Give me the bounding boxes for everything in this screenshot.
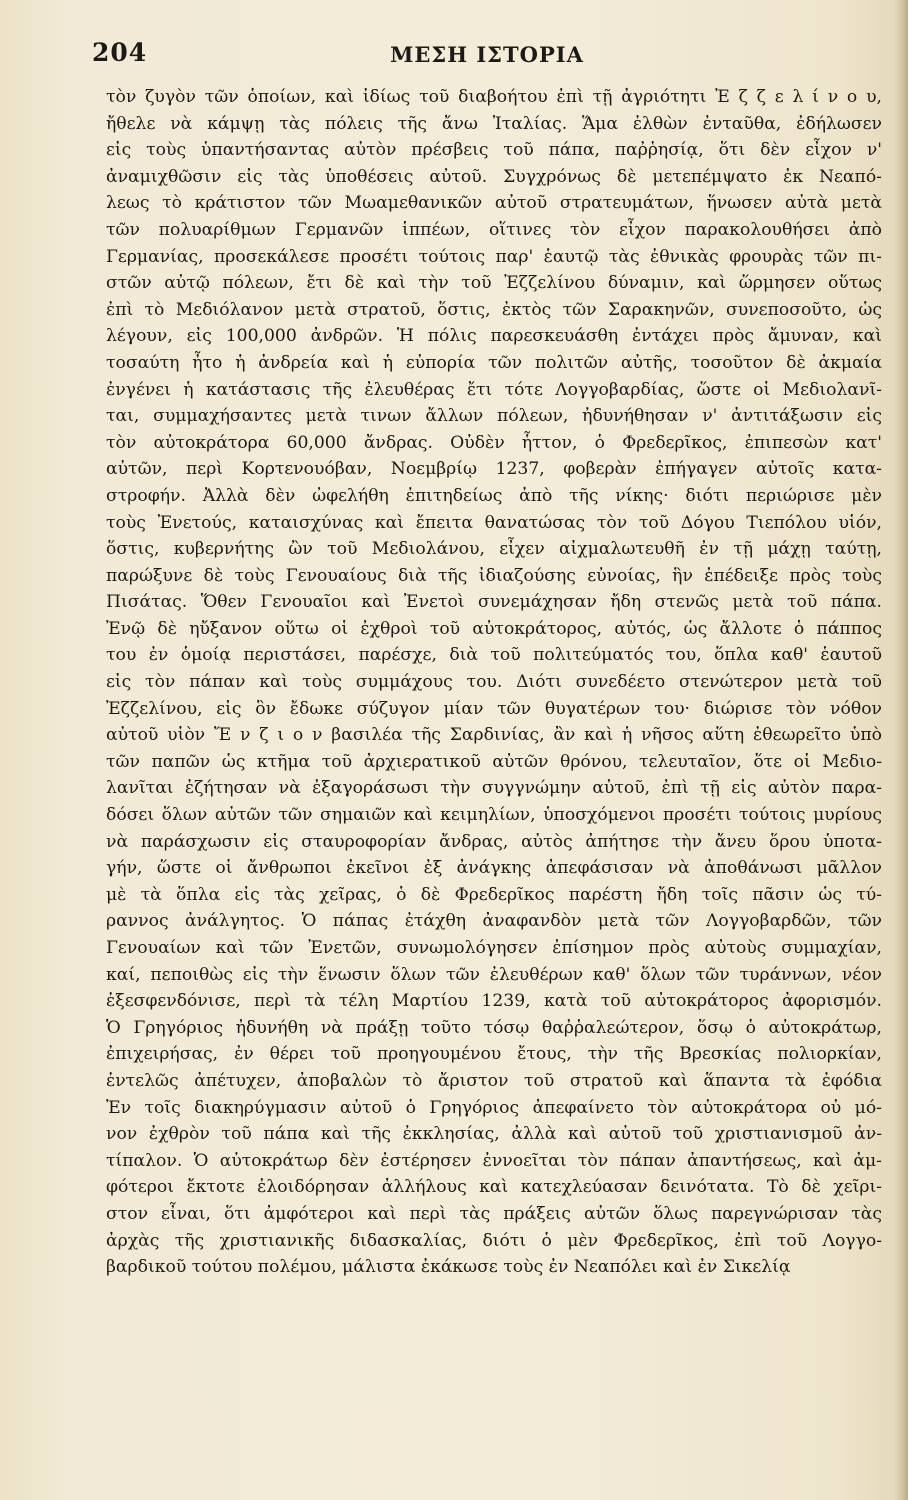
text-line: φότεροι ἔκτοτε ἐλοιδόρησαν ἀλλήλους καὶ κατεχλεύασαν δεινότατα. Τὸ δὲ χεῖρι- (106, 1177, 882, 1198)
text-line: εἰς τὸν πάπαν καὶ τοὺς συμμάχους του. Διότι συνεδέετο στενώτερον μετὰ τοῦ (106, 672, 882, 693)
page-edge (894, 0, 908, 1500)
text-line: ται, συμμαχήσαντες μετὰ τινων ἄλλων πόλεων, ἠδυνήθησαν ν' ἀντιτάξωσιν εἰς (106, 406, 882, 427)
text-line: του ἐν ὁμοίᾳ περιστάσει, παρέσχε, διὰ τοῦ πολιτεύματός του, ὅπλα καθ' ἑαυτοῦ (106, 645, 882, 666)
text-line: Γερμανίας, προσεκάλεσε προσέτι τούτοις παρ' ἑαυτῷ τὰς ἐθνικὰς φρουρὰς τῶν πι- (106, 246, 882, 267)
text-line: ὅστις, κυβερνήτης ὢν τοῦ Μεδιολάνου, εἶχεν αἰχμαλωτευθῆ ἐν τῇ μάχῃ ταύτῃ, (106, 539, 882, 560)
text-line: γήν, ὥστε οἱ ἄνθρωποι ἐκεῖνοι ἐξ ἀνάγκης ἀπεφάσισαν νὰ ἀποθάνωσι μᾶλλον (106, 858, 882, 879)
page-header (92, 38, 882, 78)
text-line: εἰς τοὺς ὑπαντήσαντας αὐτὸν πρέσβεις τοῦ πάπα, παῤῥησίᾳ, ὅτι δὲν εἶχον ν' (106, 140, 882, 161)
text-line: τῶν πολυαρίθμων Γερμανῶν ἱππέων, οἵτινες τὸν εἶχον παρακολουθήσει ἀπὸ (106, 219, 882, 240)
text-line: ἀναμιχθῶσιν εἰς τὰς ὑποθέσεις αὐτοῦ. Συγχρόνως δὲ μετεπέμψατο ἐκ Νεαπό- (106, 166, 882, 187)
text-line: Πισάτας. Ὅθεν Γενουαῖοι καὶ Ἐνετοὶ συνεμάχησαν ἤδη στενῶς μετὰ τοῦ πάπα. (106, 592, 882, 613)
text-line: τίπαλον. Ὁ αὐτοκράτωρ δὲν ἐστέρησεν ἐννοεῖται τὸν πάπαν ἀπαντήσεως, καὶ ἀμ- (106, 1150, 882, 1171)
text-line: τὸν αὐτοκράτορα 60,000 ἄνδρας. Οὐδὲν ἧττον, ὁ Φρεδερῖκος, ἐπιπεσὼν κατ' (106, 432, 882, 453)
text-line: στῶν αὐτῷ πόλεων, ἔτι δὲ καὶ τὴν τοῦ Ἐζζελίνου δύναμιν, καὶ ὥρμησεν οὕτως (106, 273, 882, 294)
text-line: δόσει ὅλων αὐτῶν τῶν σημαιῶν καὶ κειμηλίων, ὑποσχόμενοι προσέτι τούτοις μυρίους (106, 805, 882, 826)
text-line: Ἐζζελίνου, εἰς ὃν ἔδωκε σύζυγον μίαν τῶν θυγατέρων του· διώρισε τὸν νόθον (106, 698, 882, 719)
text-line: τῶν παπῶν ὡς κτῆμα τοῦ ἀρχιερατικοῦ αὐτῶν θρόνου, τελευταῖον, ὅτε οἱ Μεδιο- (106, 751, 882, 772)
text-line: λεως τὸ κράτιστον τῶν Μωαμεθανικῶν αὐτοῦ στρατευμάτων, ἥνωσεν αὐτὰ μετὰ (106, 193, 882, 214)
text-line: παρώξυνε δὲ τοὺς Γενουαίους διὰ τῆς ἰδιαζούσης εὐνοίας, ἣν ἐπέδειξε πρὸς τοὺς (106, 565, 882, 586)
text-line: στροφήν. Ἀλλὰ δὲν ὠφελήθη ἐπιτηδείως ἀπὸ τῆς νίκης· διότι περιώρισε μὲν (106, 485, 882, 506)
text-line: ἐξεσφενδόνισε, περὶ τὰ τέλη Μαρτίου 1239, κατὰ τοῦ αὐτοκράτορος ἀφορισμόν. (106, 991, 882, 1012)
text-line: αὐτῶν, περὶ Κορτενουόβαν, Νοεμβρίῳ 1237, φοβερὰν ἐπήγαγεν αὐτοῖς κατα- (106, 459, 882, 480)
text-line: Γενουαίων καὶ τῶν Ἐνετῶν, συνωμολόγησεν ἐπίσημον πρὸς αὐτοὺς συμμαχίαν, (106, 938, 882, 958)
text-line: Ἐν τοῖς διακηρύγμασιν αὐτοῦ ὁ Γρηγόριος ἀπεφαίνετο τὸν αὐτοκράτορα οὐ μό- (106, 1097, 882, 1118)
text-line: αὐτοῦ υἱὸν Ἔ ν ζ ι ο ν βασιλέα τῆς Σαρδινίας, ἂν καὶ ἡ νῆσος αὕτη ἐθεωρεῖτο ὑπὸ (106, 725, 882, 746)
text-line: ἀρχὰς τῆς χριστιανικῆς διδασκαλίας, διότι ὁ μὲν Φρεδερῖκος, ἐπὶ τοῦ Λογγο- (106, 1230, 882, 1251)
text-line: λέγουν, εἰς 100,000 ἀνδρῶν. Ἡ πόλις παρεσκευάσθη ἐντάχει πρὸς ἄμυναν, καὶ (106, 326, 882, 347)
text-line: λανῖται ἐζήτησαν νὰ ἐξαγοράσωσι τὴν συγγνώμην αὐτοῦ, ἐπὶ τῇ εἰς αὐτὸν παρα- (106, 778, 882, 799)
text-line: ἐπιχειρήσας, ἐν θέρει τοῦ προηγουμένου ἔτους, τὴν τῆς Βρεσκίας πολιορκίαν, (106, 1044, 882, 1065)
text-line: τὸν ζυγὸν τῶν ὁποίων, καὶ ἰδίως τοῦ διαβοήτου ἐπὶ τῇ ἀγριότητι Ἐ ζ ζ ε λ ί ν ο υ, (106, 87, 882, 107)
text-line: νον ἐχθρὸν τοῦ πάπα καὶ τῆς ἐκκλησίας, ἀλλὰ καὶ αὐτοῦ τοῦ χριστιανισμοῦ ἀν- (106, 1124, 882, 1145)
text-line: νὰ παράσχωσιν εἰς σταυροφορίαν ἄνδρας, αὐτὸς ἀπήτησε τὴν ἄνευ ὅρου ὑποτα- (106, 831, 882, 852)
text-line: τοὺς Ἐνετούς, καταισχύνας καὶ ἔπειτα θανατώσας τὸν τοῦ Δόγου Τιεπόλου υἱόν, (106, 512, 882, 533)
text-line: ραννος ἀνάλγητος. Ὁ πάπας ἐτάχθη ἀναφανδὸν μετὰ τῶν Λογγοβαρδῶν, τῶν (106, 911, 882, 932)
text-line: ἐντελῶς ἀπέτυχεν, ἀποβαλὼν τὸ ἄριστον τοῦ στρατοῦ καὶ ἅπαντα τὰ ἐφόδια (106, 1070, 882, 1091)
text-line: τοσαύτη ἦτο ἡ ἀνδρεία καὶ ἡ εὐπορία τῶν πολιτῶν αὐτῆς, τοσοῦτον δὲ ἀκμαία (106, 352, 882, 373)
page-number: 204 (92, 38, 148, 67)
text-line: ἐνγένει ἡ κατάστασις τῆς ἐλευθέρας ἔτι τότε Λογγοβαρδίας, ὥστε οἱ Μεδιολανῖ- (106, 379, 882, 400)
text-line: βαρδικοῦ τούτου πολέμου, μάλιστα ἐκάκωσε τοὺς ἐν Νεαπόλει καὶ ἐν Σικελίᾳ (106, 1257, 791, 1278)
text-line: μὲ τὰ ὅπλα εἰς τὰς χεῖρας, ὁ δὲ Φρεδερῖκος παρέστη ἤδη τοῖς πᾶσιν ὡς τύ- (106, 884, 882, 905)
running-head: ΜΕΣΗ ΙΣΤΟΡΙΑ (390, 42, 584, 67)
text-line: στον εἶναι, ὅτι ἀμφότεροι καὶ περὶ τὰς πράξεις αὐτῶν ὅλως παρεγνώρισαν τὰς (106, 1203, 882, 1224)
body-text (106, 84, 882, 1281)
text-line: Ὁ Γρηγόριος ἠδυνήθη νὰ πράξῃ τοῦτο τόσῳ θαῤῥαλεώτερον, ὅσῳ ὁ αὐτοκράτωρ, (106, 1017, 882, 1038)
text-line: Ἐνῷ δὲ ηὔξανον οὕτω οἱ ἐχθροὶ τοῦ αὐτοκράτορος, αὐτός, ὡς ἄλλοτε ὁ πάππος (106, 618, 882, 639)
text-line: ἤθελε νὰ κάμψῃ τὰς πόλεις τῆς ἄνω Ἰταλίας. Ἅμα ἐλθὼν ἐνταῦθα, ἐδήλωσεν (106, 113, 882, 134)
text-line: ἐπὶ τὸ Μεδιόλανον μετὰ στρατοῦ, ὅστις, ἐκτὸς τῶν Σαρακηνῶν, συνεποσοῦτο, ὡς (106, 299, 882, 320)
text-line: καί, πεποιθὼς εἰς τὴν ἕνωσιν ὅλων τῶν ἐλευθέρων καθ' ὅλων τῶν τυράννων, νέον (106, 964, 882, 985)
